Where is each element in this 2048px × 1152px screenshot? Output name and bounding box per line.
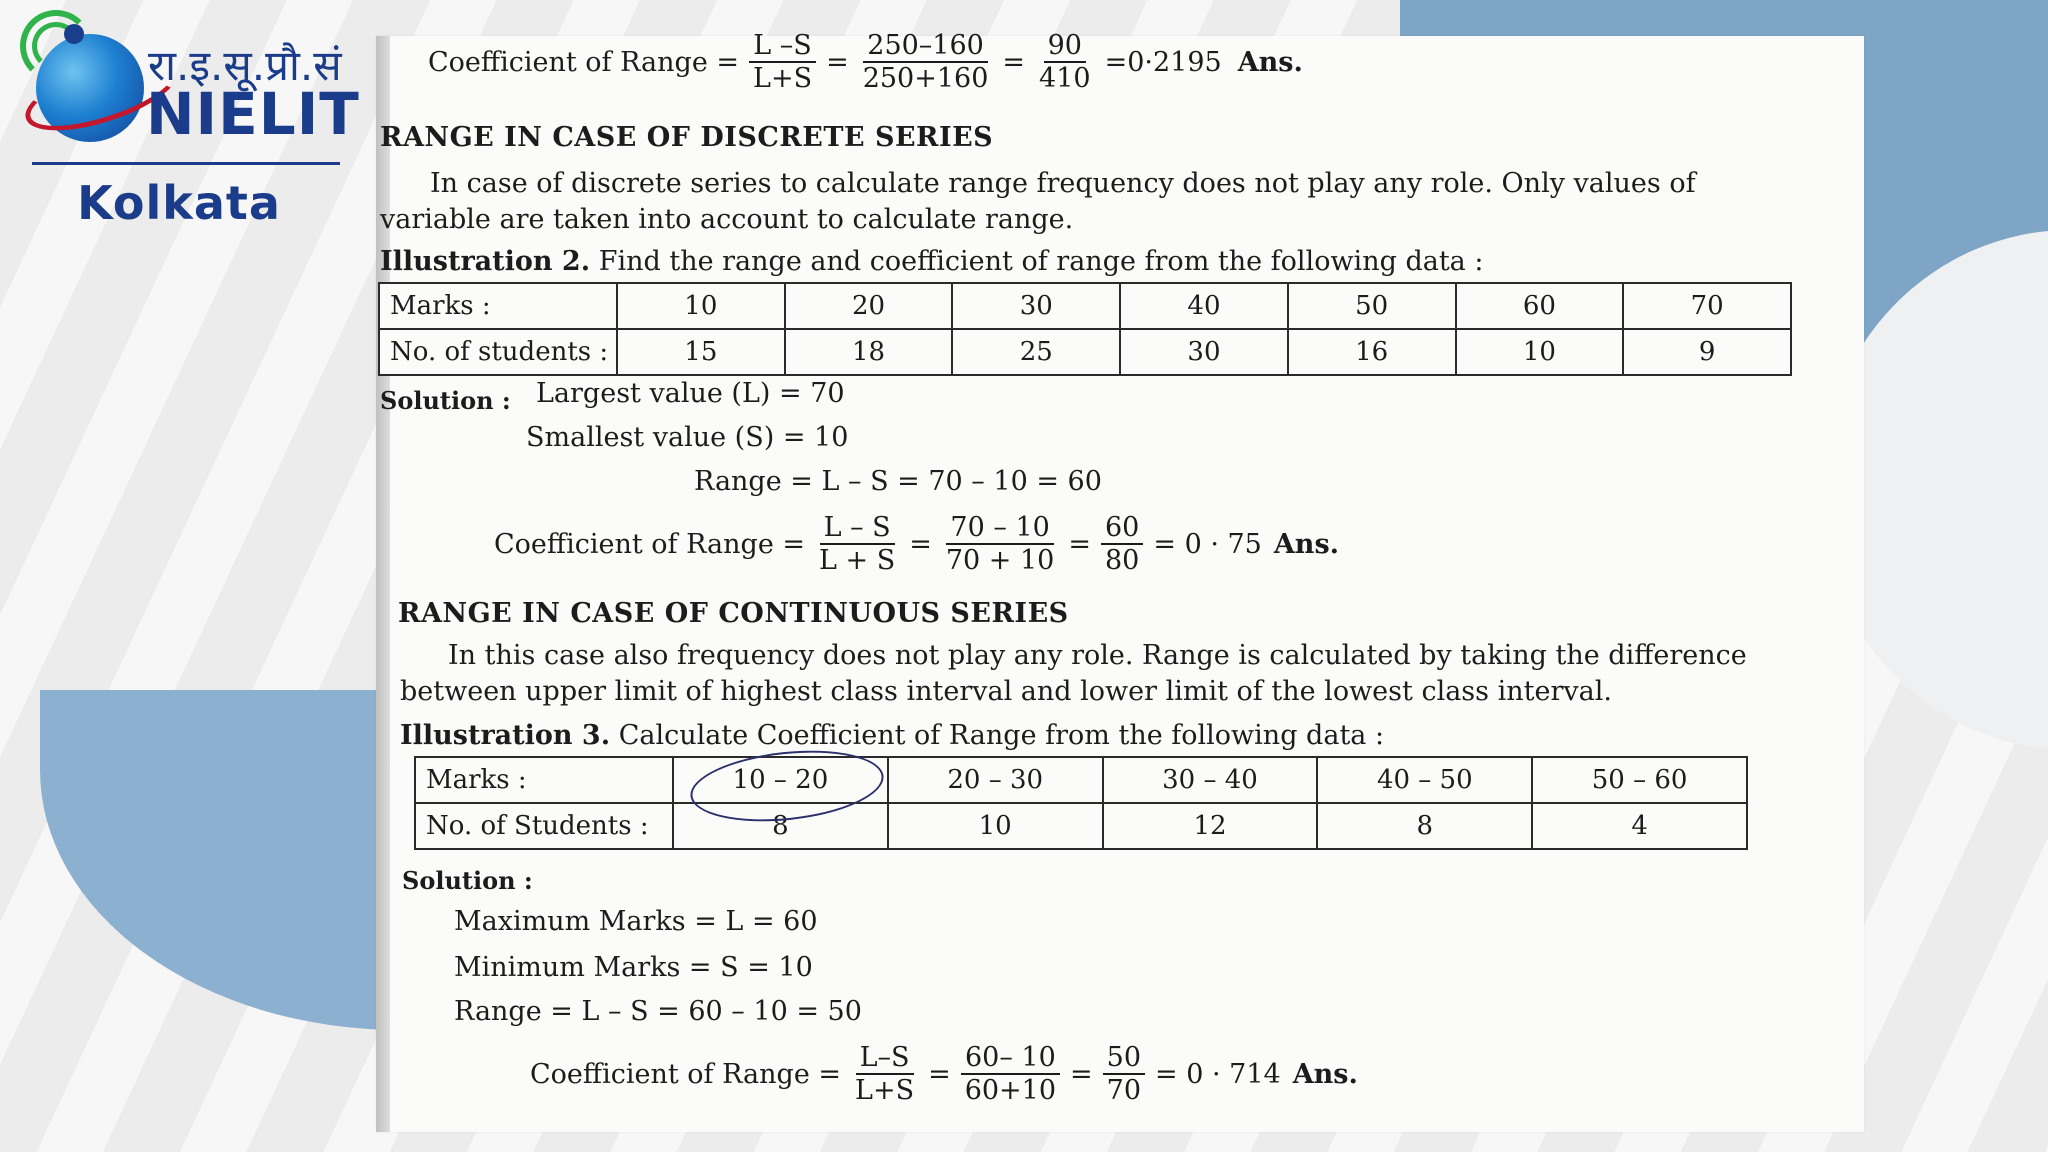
- minimum-marks-line: Minimum Marks = S = 10: [454, 952, 813, 983]
- paragraph-line: In case of discrete series to calculate range frequency does not play any role. Only values of: [430, 168, 1696, 199]
- table-cell: 8: [673, 803, 888, 849]
- table-cell: 30 – 40: [1103, 757, 1318, 803]
- fraction: $\frac{L -S}{L+S}$: [749, 30, 816, 94]
- table-cell: 70: [1623, 283, 1791, 329]
- formula-result: = 0 · 714: [1155, 1058, 1281, 1090]
- formula-result: = 0 · 75: [1153, 528, 1262, 560]
- logo-hindi-text: रा.इ.सू.प्रौ.सं: [148, 41, 342, 90]
- table-row: [415, 757, 1747, 803]
- illustration-2: [380, 246, 1483, 277]
- row-header: Marks :: [415, 757, 673, 803]
- table-cell: 40: [1120, 283, 1288, 329]
- fraction: $\frac{60- 10}{60+10}$: [961, 1042, 1060, 1106]
- table-cell: 50 – 60: [1532, 757, 1747, 803]
- table-cell: 18: [785, 329, 953, 375]
- table-cell: 30: [952, 283, 1120, 329]
- table-row: [415, 803, 1747, 849]
- solution-label: Solution :: [402, 866, 533, 895]
- table-cell: 9: [1623, 329, 1791, 375]
- discrete-data-table: [378, 282, 1792, 376]
- table-cell: 20 – 30: [888, 757, 1103, 803]
- paragraph-line: between upper limit of highest class interval and lower limit of the lowest class interval.: [400, 676, 1612, 707]
- smallest-value-line: Smallest value (S) = 10: [526, 422, 849, 453]
- illustration-text: Find the range and coefficient of range from the following data :: [598, 246, 1484, 277]
- maximum-marks-line: Maximum Marks = L = 60: [454, 906, 818, 937]
- illustration-label: Illustration 3.: [400, 720, 611, 751]
- table-row: [379, 283, 1791, 329]
- answer-label: Ans.: [1292, 1058, 1358, 1090]
- paragraph-line: variable are taken into account to calculate range.: [380, 204, 1074, 235]
- table-cell: 4: [1532, 803, 1747, 849]
- table-cell: 15: [617, 329, 785, 375]
- section-heading-continuous: RANGE IN CASE OF CONTINUOUS SERIES: [398, 598, 1069, 629]
- table-cell: 40 – 50: [1317, 757, 1532, 803]
- section-heading-discrete: RANGE IN CASE OF DISCRETE SERIES: [380, 122, 994, 153]
- answer-label: Ans.: [1237, 46, 1303, 78]
- page-binding-shadow: [376, 36, 390, 1132]
- table-cell: 20: [785, 283, 953, 329]
- fraction: $\frac{50}{70}$: [1103, 1042, 1145, 1106]
- formula-label: Coefficient of Range =: [530, 1058, 842, 1090]
- table-cell: 60: [1456, 283, 1624, 329]
- table-cell: 50: [1288, 283, 1456, 329]
- formula-label: Coefficient of Range =: [494, 528, 806, 560]
- illustration-label: Illustration 2.: [380, 246, 591, 277]
- logo-divider: [32, 162, 340, 165]
- solution-label: Solution :: [380, 386, 511, 415]
- table-cell: 10: [617, 283, 785, 329]
- formula-result: =0·2195: [1104, 46, 1222, 78]
- table-cell: 10: [888, 803, 1103, 849]
- table-cell: 10 – 20: [673, 757, 888, 803]
- fraction: $\frac{L - S}{L + S}$: [819, 512, 896, 577]
- table-cell: 10: [1456, 329, 1624, 375]
- continuous-coefficient-formula: Coefficient of Range = $\frac{L-S}{L+S}$ = $\frac{60- 10}{60+10}$ = $\frac{50}{70}$ = 0 · 714 Ans.: [530, 1042, 1358, 1107]
- table-cell: 25: [952, 329, 1120, 375]
- range-line: Range = L – S = 60 – 10 = 50: [454, 996, 862, 1027]
- illustration-text: Calculate Coefficient of Range from the following data :: [618, 720, 1385, 751]
- row-header: No. of students :: [379, 329, 617, 375]
- fraction: $\frac{L-S}{L+S}$: [855, 1042, 915, 1107]
- table-cell: 12: [1103, 803, 1318, 849]
- fraction: $\frac{70 - 10}{70 + 10}$: [945, 512, 1055, 577]
- fraction: $\frac{90}{410}$: [1039, 30, 1091, 95]
- nielit-logo: [14, 6, 360, 236]
- row-header: No. of Students :: [415, 803, 673, 849]
- discrete-coefficient-formula: Coefficient of Range = $\frac{L - S}{L + S}$ = $\frac{70 - 10}{70 + 10}$ = $\frac{60}{80}$ = 0 · 75 Ans.: [494, 512, 1340, 577]
- answer-label: Ans.: [1273, 528, 1340, 560]
- illustration-3: [400, 720, 1384, 751]
- table-row: [379, 329, 1791, 375]
- largest-value-line: Largest value (L) = 70: [536, 378, 845, 409]
- logo-city: Kolkata: [77, 176, 281, 230]
- continuous-data-table: [414, 756, 1748, 850]
- formula-label: Coefficient of Range =: [428, 46, 740, 78]
- table-cell: 16: [1288, 329, 1456, 375]
- logo-name: NIELIT: [146, 80, 360, 148]
- fraction: $\frac{250-160}{250+160}$: [862, 30, 989, 95]
- paragraph-line: In this case also frequency does not play any role. Range is calculated by taking the difference: [448, 640, 1747, 671]
- range-line: Range = L – S = 70 – 10 = 60: [694, 466, 1102, 497]
- fraction: $\frac{60}{80}$: [1101, 512, 1143, 576]
- person-icon: [64, 24, 84, 44]
- table-cell: 8: [1317, 803, 1532, 849]
- table-cell: 30: [1120, 329, 1288, 375]
- row-header: Marks :: [379, 283, 617, 329]
- top-coefficient-formula: Coefficient of Range = $\frac{L -S}{L+S}$ = $\frac{250-160}{250+160}$ = $\frac{90}{410}$ =0·2195 Ans.: [428, 30, 1303, 95]
